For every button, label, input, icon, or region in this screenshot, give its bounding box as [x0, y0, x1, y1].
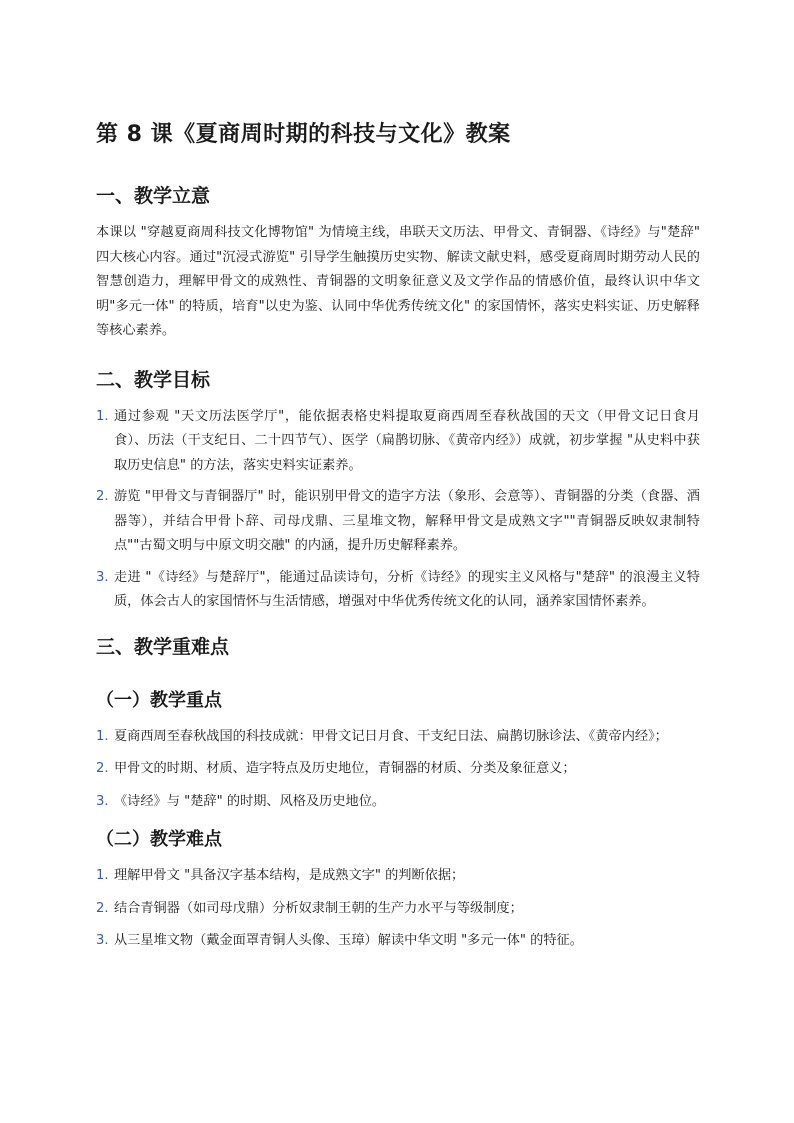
list-number: 1. [96, 408, 109, 424]
section-heading-key-difficult-points: 三、教学重难点 [96, 635, 230, 658]
list-item [96, 566, 700, 615]
key-points-list [96, 725, 700, 815]
subsection-heading-key-points: （一）教学重点 [96, 689, 222, 711]
list-item [96, 485, 700, 559]
list-item [96, 929, 700, 954]
list-item [96, 757, 700, 782]
section-heading-teaching-goals: 二、教学目标 [96, 368, 211, 391]
list-item-text: 走进 "《诗经》与楚辞厅"，能通过品读诗句，分析《诗经》的现实主义风格与"楚辞" 的浪漫主义特质，体会古人的家国情怀与生活情感，增强对中华优秀传统文化的认同，涵养家国情怀素养。 [114, 569, 700, 609]
subsection-heading-difficult-points: （二）教学难点 [96, 829, 222, 850]
list-item [96, 725, 700, 750]
list-item-text: 理解甲骨文 "具备汉字基本结构，是成熟文字" 的判断依据； [114, 868, 465, 883]
list-item-text: 从三星堆文物（戴金面罩青铜人头像、玉璋）解读中华文明 "多元一体" 的特征。 [114, 933, 583, 948]
list-number: 3. [96, 793, 109, 809]
document-page [96, 118, 700, 962]
list-item-text: 甲骨文的时期、材质、造字特点及历史地位，青铜器的材质、分类及象征意义； [114, 761, 576, 776]
list-number: 3. [96, 933, 109, 948]
teaching-intent-paragraph: 本课以 "穿越夏商周科技文化博物馆" 为情境主线，串联天文历法、甲骨文、青铜器、《诗经》与"楚辞" 四大核心内容。通过"沉浸式游览" 引导学生触摸历史实物、解读文献史料，感受夏商周时期劳动人民的智慧创造力，理解甲骨文的成熟性、青铜器的文明象征意义及文学作品的情感价值，最终认识中华文明"多元一体" 的特质，培育"以史为鉴、认同中华优秀传统文化" 的家国情怀，落实史料实证、历史解释等核心素养。 [96, 225, 700, 338]
list-item-text: 夏商西周至春秋战国的科技成就：甲骨文记日月食、干支纪日法、扁鹊切脉诊法、《黄帝内经》； [114, 728, 668, 744]
list-item [96, 405, 700, 479]
list-item [96, 864, 700, 889]
document-title: 第 8 课《夏商周时期的科技与文化》教案 [96, 122, 511, 147]
list-number: 1. [96, 728, 109, 744]
teaching-goals-list [96, 405, 700, 615]
list-number: 2. [96, 761, 109, 776]
list-item-text: 通过参观 "天文历法医学厅"，能依据表格史料提取夏商西周至春秋战国的天文（甲骨文记日食月食）、历法（干支纪日、二十四节气）、医学（扁鹊切脉、《黄帝内经》）成就，初步掌握 "从史料中获取历史信息" 的方法，落实史料实证素养。 [114, 408, 700, 473]
list-number: 1. [96, 868, 109, 883]
list-item [96, 897, 700, 922]
list-number: 2. [96, 900, 109, 916]
list-item-text: 《诗经》与 "楚辞" 的时期、风格及历史地位。 [114, 793, 386, 809]
difficult-points-list [96, 864, 700, 954]
list-item-text: 结合青铜器（如司母戊鼎）分析奴隶制王朝的生产力水平与等级制度； [114, 900, 523, 916]
list-number: 3. [96, 569, 109, 585]
section-heading-teaching-intent: 一、教学立意 [96, 185, 211, 207]
list-number: 2. [96, 489, 109, 504]
list-item [96, 790, 700, 815]
list-item-text: 游览 "甲骨文与青铜器厅" 时，能识别甲骨文的造字方法（象形、会意等）、青铜器的分类（食器、酒器等），并结合甲骨卜辞、司母戊鼎、三星堆文物，解释甲骨文是成熟文字""青铜器反映奴隶制特点""古蜀文明与中原文明交融" 的内涵，提升历史解释素养。 [114, 489, 700, 553]
